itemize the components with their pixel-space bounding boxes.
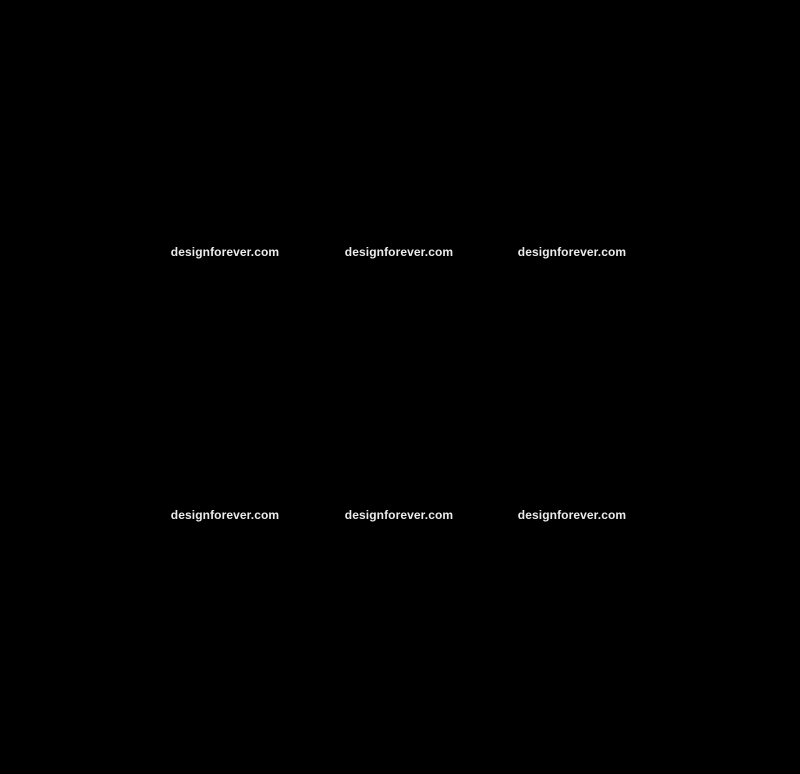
watermark-text: designforever.com — [170, 508, 280, 522]
watermark-text: designforever.com — [344, 245, 454, 259]
watermark-text: designforever.com — [517, 508, 627, 522]
watermark-text: designforever.com — [170, 245, 280, 259]
watermark-text: designforever.com — [344, 508, 454, 522]
watermark-text: designforever.com — [517, 245, 627, 259]
